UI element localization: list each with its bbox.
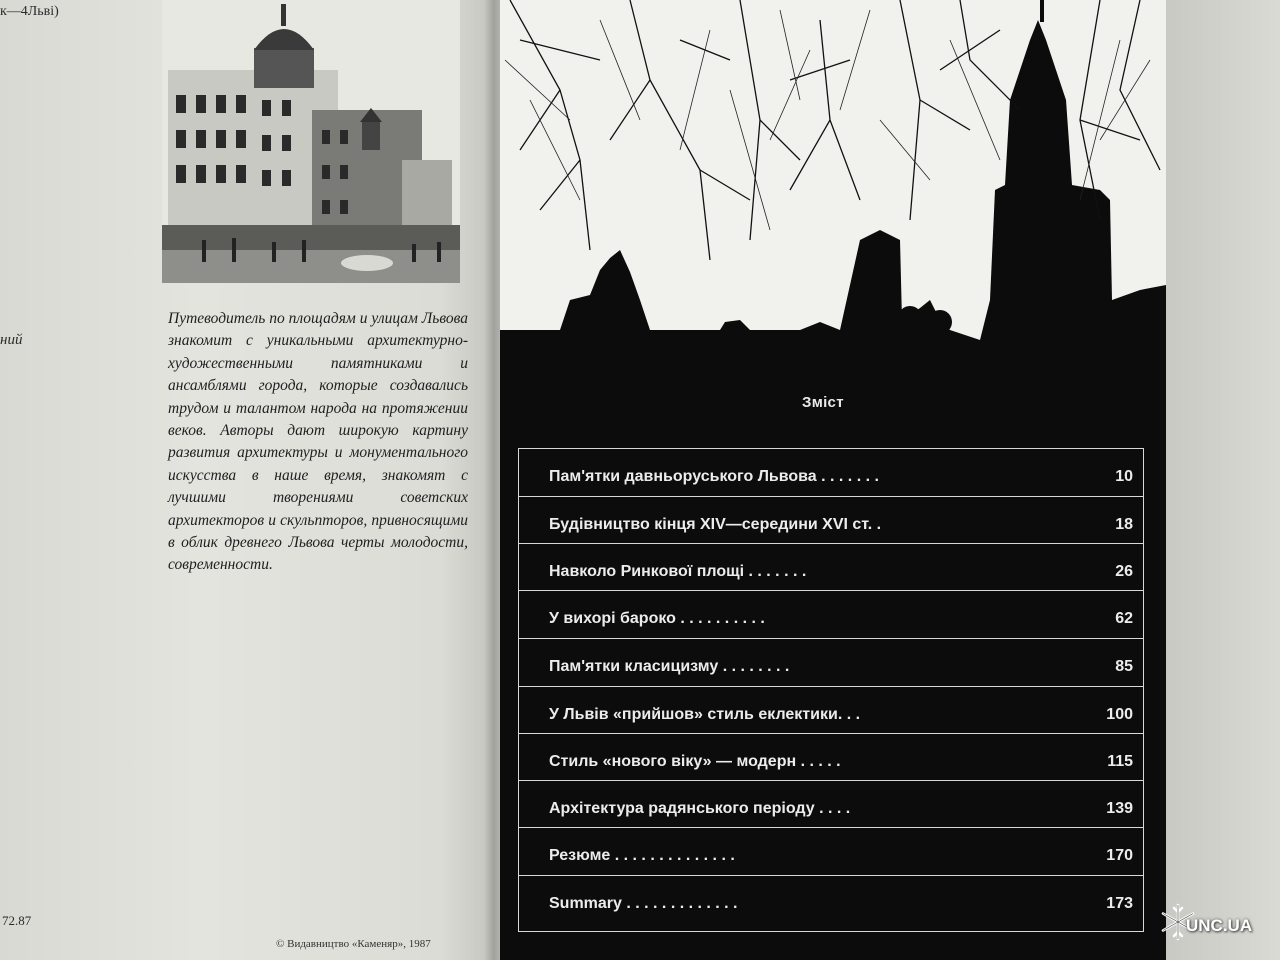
toc-entry[interactable] [519, 449, 1143, 496]
city-skyline-silhouette [500, 0, 1166, 380]
toc-entry[interactable] [519, 686, 1143, 733]
toc-heading: Зміст [802, 394, 844, 411]
toc-entry[interactable] [519, 780, 1143, 827]
toc-entry-page: 26 [1115, 563, 1133, 580]
left-page [0, 0, 500, 960]
toc-entry[interactable] [519, 875, 1143, 922]
toc-entry[interactable] [519, 733, 1143, 780]
edge-text-middle: ний [0, 332, 23, 348]
toc-entry[interactable] [519, 590, 1143, 637]
toc-entry-page: 115 [1107, 753, 1133, 770]
book-annotation: Путеводитель по площадям и улицам Львова знакомит с уникальными архитектурно-художественными памятниками и ансамблями города, которые создавались трудом и талантом народа на протяжении веков. Авторы дают широкую картину развития архитектуры и монументального искусства в наше время, знакомят с лучшими творениями советских архитекторов и скульпторов, привносящими в облик древнего Львова черты молодости, современности. [168, 310, 468, 574]
toc-entry-page: 62 [1115, 610, 1133, 627]
toc-entry-title: Стиль «нового віку» — модерн . . . . . [549, 753, 841, 770]
toc-entry-title: Резюме . . . . . . . . . . . . . . [549, 847, 735, 864]
table-of-contents [518, 448, 1144, 932]
toc-entry-page: 170 [1106, 847, 1133, 864]
toc-entry-page: 100 [1106, 706, 1133, 723]
publisher-copyright: © Видавництво «Каменяр», 1987 [276, 938, 431, 950]
toc-entry[interactable] [519, 638, 1143, 685]
site-watermark [1158, 898, 1278, 954]
page-margin [1166, 0, 1280, 960]
toc-entry-title: Summary . . . . . . . . . . . . . [549, 895, 738, 912]
toc-entry-page: 139 [1106, 800, 1133, 817]
edge-text-top: к—4Льві) [0, 4, 59, 19]
toc-entry[interactable] [519, 496, 1143, 543]
toc-entry-page: 173 [1106, 895, 1133, 912]
edge-text-bottom: 72.87 [2, 913, 32, 928]
toc-entry-title: Пам'ятки давньоруського Львова . . . . . . . [549, 468, 879, 485]
toc-entry-title: У вихорі бароко . . . . . . . . . . [549, 610, 765, 627]
street-photo [162, 0, 460, 283]
toc-entry-title: Будівництво кінця XIV—середини XVI ст. . [549, 516, 882, 533]
toc-entry[interactable] [519, 543, 1143, 590]
toc-entry-title: Архітектура радянського періоду . . . . [549, 800, 851, 817]
toc-entry[interactable] [519, 827, 1143, 874]
toc-entry-title: У Львів «прийшов» стиль еклектики. . . [549, 706, 861, 723]
toc-entry-page: 10 [1115, 468, 1133, 485]
toc-entry-page: 85 [1115, 658, 1133, 675]
watermark-text: UNC.UA [1186, 916, 1253, 935]
toc-entry-title: Пам'ятки класицизму . . . . . . . . [549, 658, 790, 675]
toc-entry-title: Навколо Ринкової площі . . . . . . . [549, 563, 807, 580]
toc-entry-page: 18 [1115, 516, 1133, 533]
